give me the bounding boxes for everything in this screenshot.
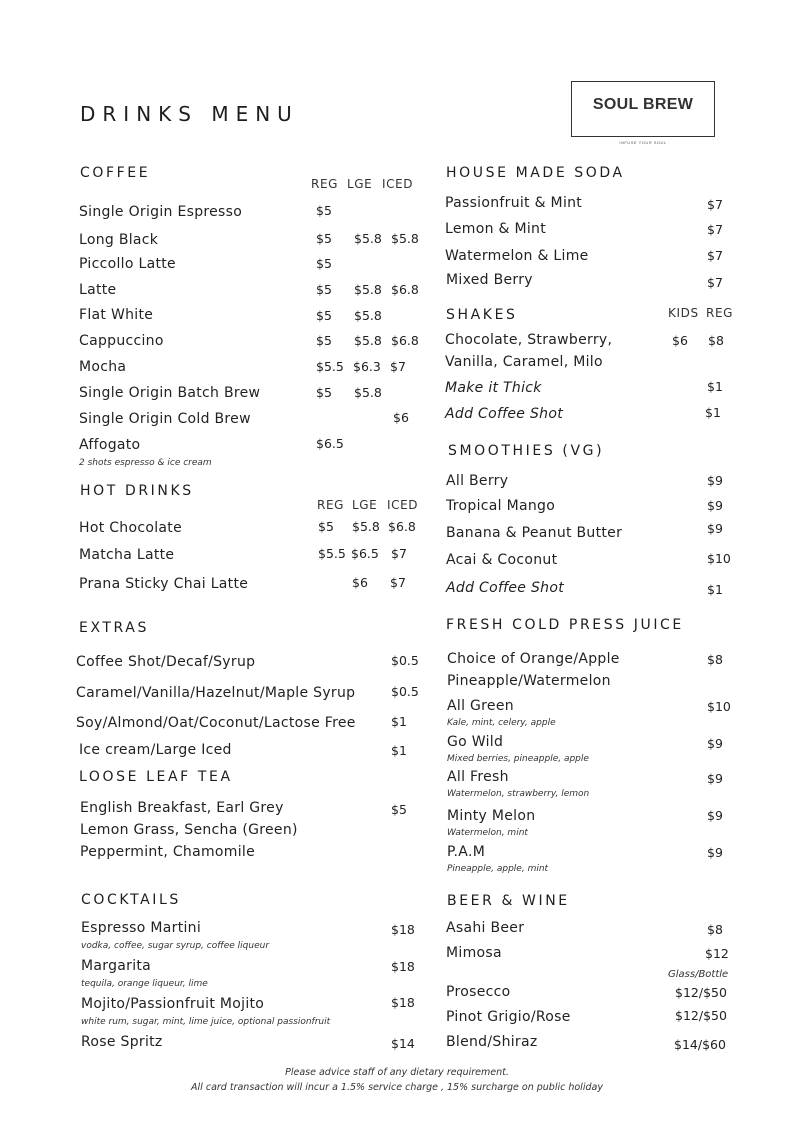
section-heading-smoothies: SMOOTHIES (VG) [448,443,605,459]
menu-item-name: Flat White [79,307,154,323]
menu-item-name: Go Wild [447,734,504,750]
glass-bottle-label: Glass/Bottle [668,969,729,980]
price: $1 [391,743,407,758]
price-iced: $6.8 [391,282,419,297]
shake-flavours: Chocolate, Strawberry, [445,332,613,348]
menu-item-name: Asahi Beer [446,920,525,936]
price: $14/$60 [674,1037,726,1052]
price: $0.5 [391,684,419,699]
menu-item-name: Minty Melon [447,808,536,824]
menu-item-name: Soy/Almond/Oat/Coconut/Lactose Free [76,715,356,731]
price: $9 [707,521,723,536]
price: $12 [705,946,729,961]
price: $5 [391,802,407,817]
menu-item-name: Watermelon & Lime [445,248,589,264]
menu-item-name: Cappuccino [79,333,164,349]
menu-item-name: Single Origin Cold Brew [79,411,251,427]
price: $1 [707,582,723,597]
price-reg: $5.5 [316,359,344,374]
price: $12/$50 [675,985,727,1000]
price: $14 [391,1036,415,1051]
price: $10 [707,699,731,714]
menu-item-name: All Green [447,698,514,714]
column-header-reg: REG [317,498,345,512]
menu-item-name: Long Black [79,232,159,248]
column-header-lge: LGE [347,177,373,191]
price-lge: $6.5 [351,546,379,561]
logo-tagline: INFUSE YOUR SOUL [619,140,667,145]
menu-item-description: Kale, mint, celery, apple [447,718,556,728]
price: $9 [707,473,723,488]
section-heading-loose-leaf-tea: LOOSE LEAF TEA [79,769,233,785]
menu-item-name: All Fresh [447,769,509,785]
menu-item-name: Espresso Martini [81,920,202,936]
column-header-reg: REG [706,306,734,320]
price: $1 [705,405,721,420]
juice-choice: Pineapple/Watermelon [447,673,611,689]
price-iced: $6 [393,410,409,425]
price-iced: $7 [390,575,406,590]
menu-item-name: Passionfruit & Mint [445,195,583,211]
menu-item-name: All Berry [446,473,509,489]
section-heading-beer-wine: BEER & WINE [447,893,570,909]
menu-item-name: Banana & Peanut Butter [446,525,623,541]
menu-item-name: Mixed Berry [446,272,533,288]
price-lge: $5.8 [354,308,382,323]
section-heading-extras: EXTRAS [79,620,149,636]
menu-item-name: Prosecco [446,984,511,1000]
menu-item-name: Hot Chocolate [79,520,182,536]
price-iced: $7 [391,546,407,561]
menu-item-name: Single Origin Batch Brew [79,385,261,401]
price: $1 [707,379,723,394]
menu-item-description: tequila, orange liqueur, lime [81,979,208,989]
menu-item-name: Margarita [81,958,152,974]
price: $10 [707,551,731,566]
price-iced: $6.8 [388,519,416,534]
page-title: DRINKS MENU [80,102,299,126]
section-heading-hot-drinks: HOT DRINKS [80,483,194,499]
tea-line: English Breakfast, Earl Grey [80,800,284,816]
price-reg: $5 [316,231,332,246]
price: $0.5 [391,653,419,668]
price: $9 [707,845,723,860]
section-heading-coffee: COFFEE [80,165,151,181]
price: $9 [707,771,723,786]
menu-item-description: white rum, sugar, mint, lime juice, optional passionfruit [81,1017,331,1027]
addon-name: Add Coffee Shot [445,406,563,422]
price: $12/$50 [675,1008,727,1023]
price-reg: $5 [318,519,334,534]
section-heading-fresh-juice: FRESH COLD PRESS JUICE [446,617,684,633]
price-lge: $5.8 [352,519,380,534]
price-reg: $5 [316,203,332,218]
section-heading-shakes: SHAKES [446,307,518,323]
price: $9 [707,736,723,751]
section-heading-house-made-soda: HOUSE MADE SODA [446,165,625,181]
logo [571,81,715,145]
price: $8 [707,652,723,667]
price: $9 [707,808,723,823]
price-lge: $5.8 [354,385,382,400]
menu-item-description: Pineapple, apple, mint [447,864,549,874]
price-reg: $5 [316,333,332,348]
footer-surcharge-note: All card transaction will incur a 1.5% service charge , 15% surcharge on public holiday [191,1082,603,1093]
footer-dietary-note: Please advice staff of any dietary requirement. [285,1067,509,1078]
addon-name: Add Coffee Shot [446,580,564,596]
price: $7 [707,222,723,237]
price: $9 [707,498,723,513]
price: $7 [707,197,723,212]
price-lge: $5.8 [354,333,382,348]
menu-item-name: Lemon & Mint [445,221,546,237]
menu-item-name: Latte [79,282,117,298]
menu-item-name: Acai & Coconut [446,552,558,568]
menu-item-name: Ice cream/Large Iced [79,742,232,758]
price-reg: $5 [316,385,332,400]
column-header-iced: ICED [382,177,414,191]
price: $18 [391,922,415,937]
price-lge: $5.8 [354,282,382,297]
menu-item-name: Coffee Shot/Decaf/Syrup [76,654,256,670]
price-lge: $5.8 [354,231,382,246]
menu-item-description: Watermelon, mint [447,828,528,838]
price-reg: $8 [708,333,724,348]
column-header-reg: REG [311,177,339,191]
menu-item-name: Mocha [79,359,127,375]
price-kids: $6 [672,333,688,348]
price: $7 [707,275,723,290]
menu-item-name: Mimosa [446,945,502,961]
tea-line: Lemon Grass, Sencha (Green) [80,822,298,838]
menu-item-name: Matcha Latte [79,547,175,563]
section-heading-cocktails: COCKTAILS [81,892,181,908]
menu-item-name: P.A.M [447,844,486,860]
menu-item-name: Single Origin Espresso [79,204,243,220]
price: $18 [391,959,415,974]
price-reg: $6.5 [316,436,344,451]
menu-item-name: Rose Spritz [81,1034,163,1050]
menu-item-description: vodka, coffee, sugar syrup, coffee liqueur [81,941,270,951]
column-header-kids: KIDS [668,306,699,320]
price-reg: $5 [316,308,332,323]
menu-item-description: Mixed berries, pineapple, apple [447,754,589,764]
shake-flavours: Vanilla, Caramel, Milo [445,354,603,370]
price-lge: $6 [352,575,368,590]
price: $7 [707,248,723,263]
menu-item-description: Watermelon, strawberry, lemon [447,789,590,799]
price: $1 [391,714,407,729]
price-reg: $5 [316,256,332,271]
menu-item-name: Piccollo Latte [79,256,176,272]
price-iced: $7 [390,359,406,374]
price-reg: $5.5 [318,546,346,561]
menu-item-name: Pinot Grigio/Rose [446,1009,571,1025]
column-header-iced: ICED [387,498,419,512]
price-reg: $5 [316,282,332,297]
price-iced: $6.8 [391,333,419,348]
menu-item-name: Caramel/Vanilla/Hazelnut/Maple Syrup [76,685,356,701]
menu-item-name: Blend/Shiraz [446,1034,538,1050]
menu-item-name: Affogato [79,437,141,453]
menu-item-name: Tropical Mango [446,498,556,514]
price-iced: $5.8 [391,231,419,246]
menu-item-description: 2 shots espresso & ice cream [79,458,212,468]
column-header-lge: LGE [352,498,378,512]
addon-name: Make it Thick [445,380,542,396]
tea-line: Peppermint, Chamomile [80,844,256,860]
logo-name: SOUL BREW [592,96,694,113]
juice-choice: Choice of Orange/Apple [447,651,620,667]
price: $8 [707,922,723,937]
menu-item-name: Prana Sticky Chai Latte [79,576,249,592]
menu-item-name: Mojito/Passionfruit Mojito [81,996,265,1012]
price-lge: $6.3 [353,359,381,374]
price: $18 [391,995,415,1010]
